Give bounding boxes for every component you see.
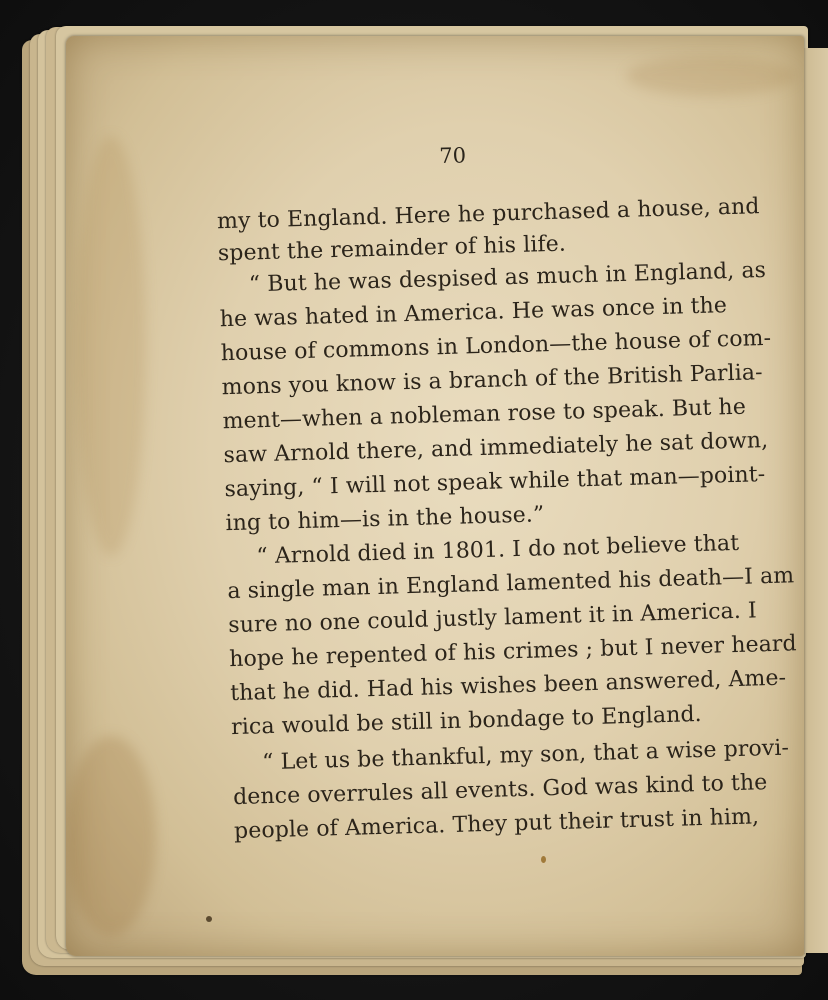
text-line: sure no one could justly lament it in America. I [228,598,758,639]
book-page [66,36,804,956]
text-line: “ But he was despised as much in England, as [248,257,767,298]
text-line: dence overrules all events. God was kind to the [232,770,768,811]
text-line: mons you know is a branch of the British Parlia- [221,360,763,401]
text-line: saying, “ I will not speak while that man—point- [224,462,766,503]
text-line: he was hated in America. He was once in the [219,293,728,333]
text-line: hope he repented of his crimes ; but I never heard [228,631,798,673]
text-line: rica would be still in bondage to England. [230,701,703,741]
text-line: my to England. Here he purchased a house, and [216,194,760,235]
text-line: house of commons in London—the house of com- [220,325,772,367]
text-line: saw Arnold there, and immediately he sat down, [223,427,769,469]
text-line: ment—when a nobleman rose to speak. But he [222,394,747,435]
text-line: that he did. Had his wishes been answered, Ame- [229,665,787,707]
text-line: ing to him—is in the house.” [225,502,545,537]
text-line: “ Arnold died in 1801. I do not believe that [256,530,740,570]
text-line: a single man in England lamented his death—I am [227,563,795,605]
text-line: “ Let us be thankful, my son, that a wise provi- [261,735,790,776]
text-line: spent the remainder of his life. [217,231,567,267]
page-number: 70 [439,143,467,169]
page-text [66,36,804,956]
text-line: people of America. They put their trust in him, [233,804,760,845]
